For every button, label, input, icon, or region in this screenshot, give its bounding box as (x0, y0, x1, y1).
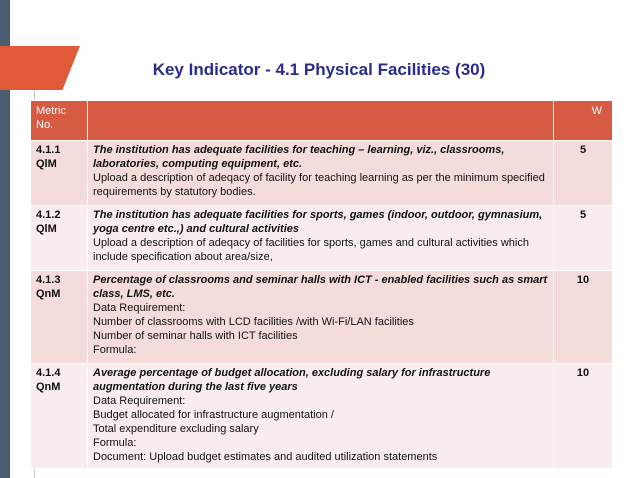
description-line: Data Requirement: (93, 395, 186, 407)
metric-title: The institution has adequate facilities for sports, games (indoor, outdoor, gymnasium, yoga centre etc.,) and cultural activities (93, 209, 543, 235)
header-weight: W (554, 101, 613, 141)
metric-type: QlM (36, 158, 57, 170)
description-cell (88, 271, 554, 364)
metric-type: QnM (36, 381, 61, 393)
description-cell (88, 364, 554, 469)
metric-type: QnM (36, 288, 61, 300)
description-line: Formula: (93, 437, 137, 449)
metric-title: Percentage of classrooms and seminar halls with ICT - enabled facilities such as smart class, LMS, etc. (93, 274, 548, 300)
metric-type: QlM (36, 223, 57, 235)
weight-cell: 5 (554, 141, 613, 206)
metric-cell (31, 141, 88, 206)
metric-cell (31, 364, 88, 469)
slide-title: Key Indicator - 4.1 Physical Facilities (30) (152, 60, 486, 79)
table-row (31, 364, 613, 469)
metric-cell (31, 271, 88, 364)
description-line: Number of classrooms with LCD facilities /with Wi-Fi/LAN facilities (93, 316, 414, 328)
description-line: Number of seminar halls with ICT facilities (93, 330, 298, 342)
header-description (88, 101, 554, 141)
table-row (31, 206, 613, 271)
metric-number: 4.1.2 (36, 209, 61, 221)
metric-number: 4.1.3 (36, 274, 61, 286)
metrics-table (30, 100, 613, 469)
description-line: Data Requirement: (93, 302, 186, 314)
table-row (31, 271, 613, 364)
description-line: Upload a description of adeqacy of facility for teaching learning as per the minimum specified requirements by statutory bodies. (93, 172, 545, 198)
weight-cell: 10 (554, 364, 613, 469)
header-metric-no: Metric No. (31, 101, 88, 141)
description-cell (88, 206, 554, 271)
table-header-row (31, 101, 613, 141)
description-line: Budget allocated for infrastructure augmentation / (93, 409, 334, 421)
metric-cell (31, 206, 88, 271)
table-row (31, 141, 613, 206)
description-line: Total expenditure excluding salary (93, 423, 259, 435)
metric-title: Average percentage of budget allocation, excluding salary for infrastructure augmentation during the last five years (93, 367, 491, 393)
metric-number: 4.1.4 (36, 367, 61, 379)
metric-title: The institution has adequate facilities for teaching – learning, viz., classrooms, laboratories, computing equipment, etc. (93, 144, 505, 170)
metric-number: 4.1.1 (36, 144, 61, 156)
description-line: Formula: (93, 344, 137, 356)
weight-cell: 10 (554, 271, 613, 364)
description-line: Upload a description of adeqacy of facilities for sports, games and cultural activities which include specification about area/size, (93, 237, 529, 263)
description-line: Document: Upload budget estimates and audited utilization statements (93, 451, 438, 463)
weight-cell: 5 (554, 206, 613, 271)
description-cell (88, 141, 554, 206)
